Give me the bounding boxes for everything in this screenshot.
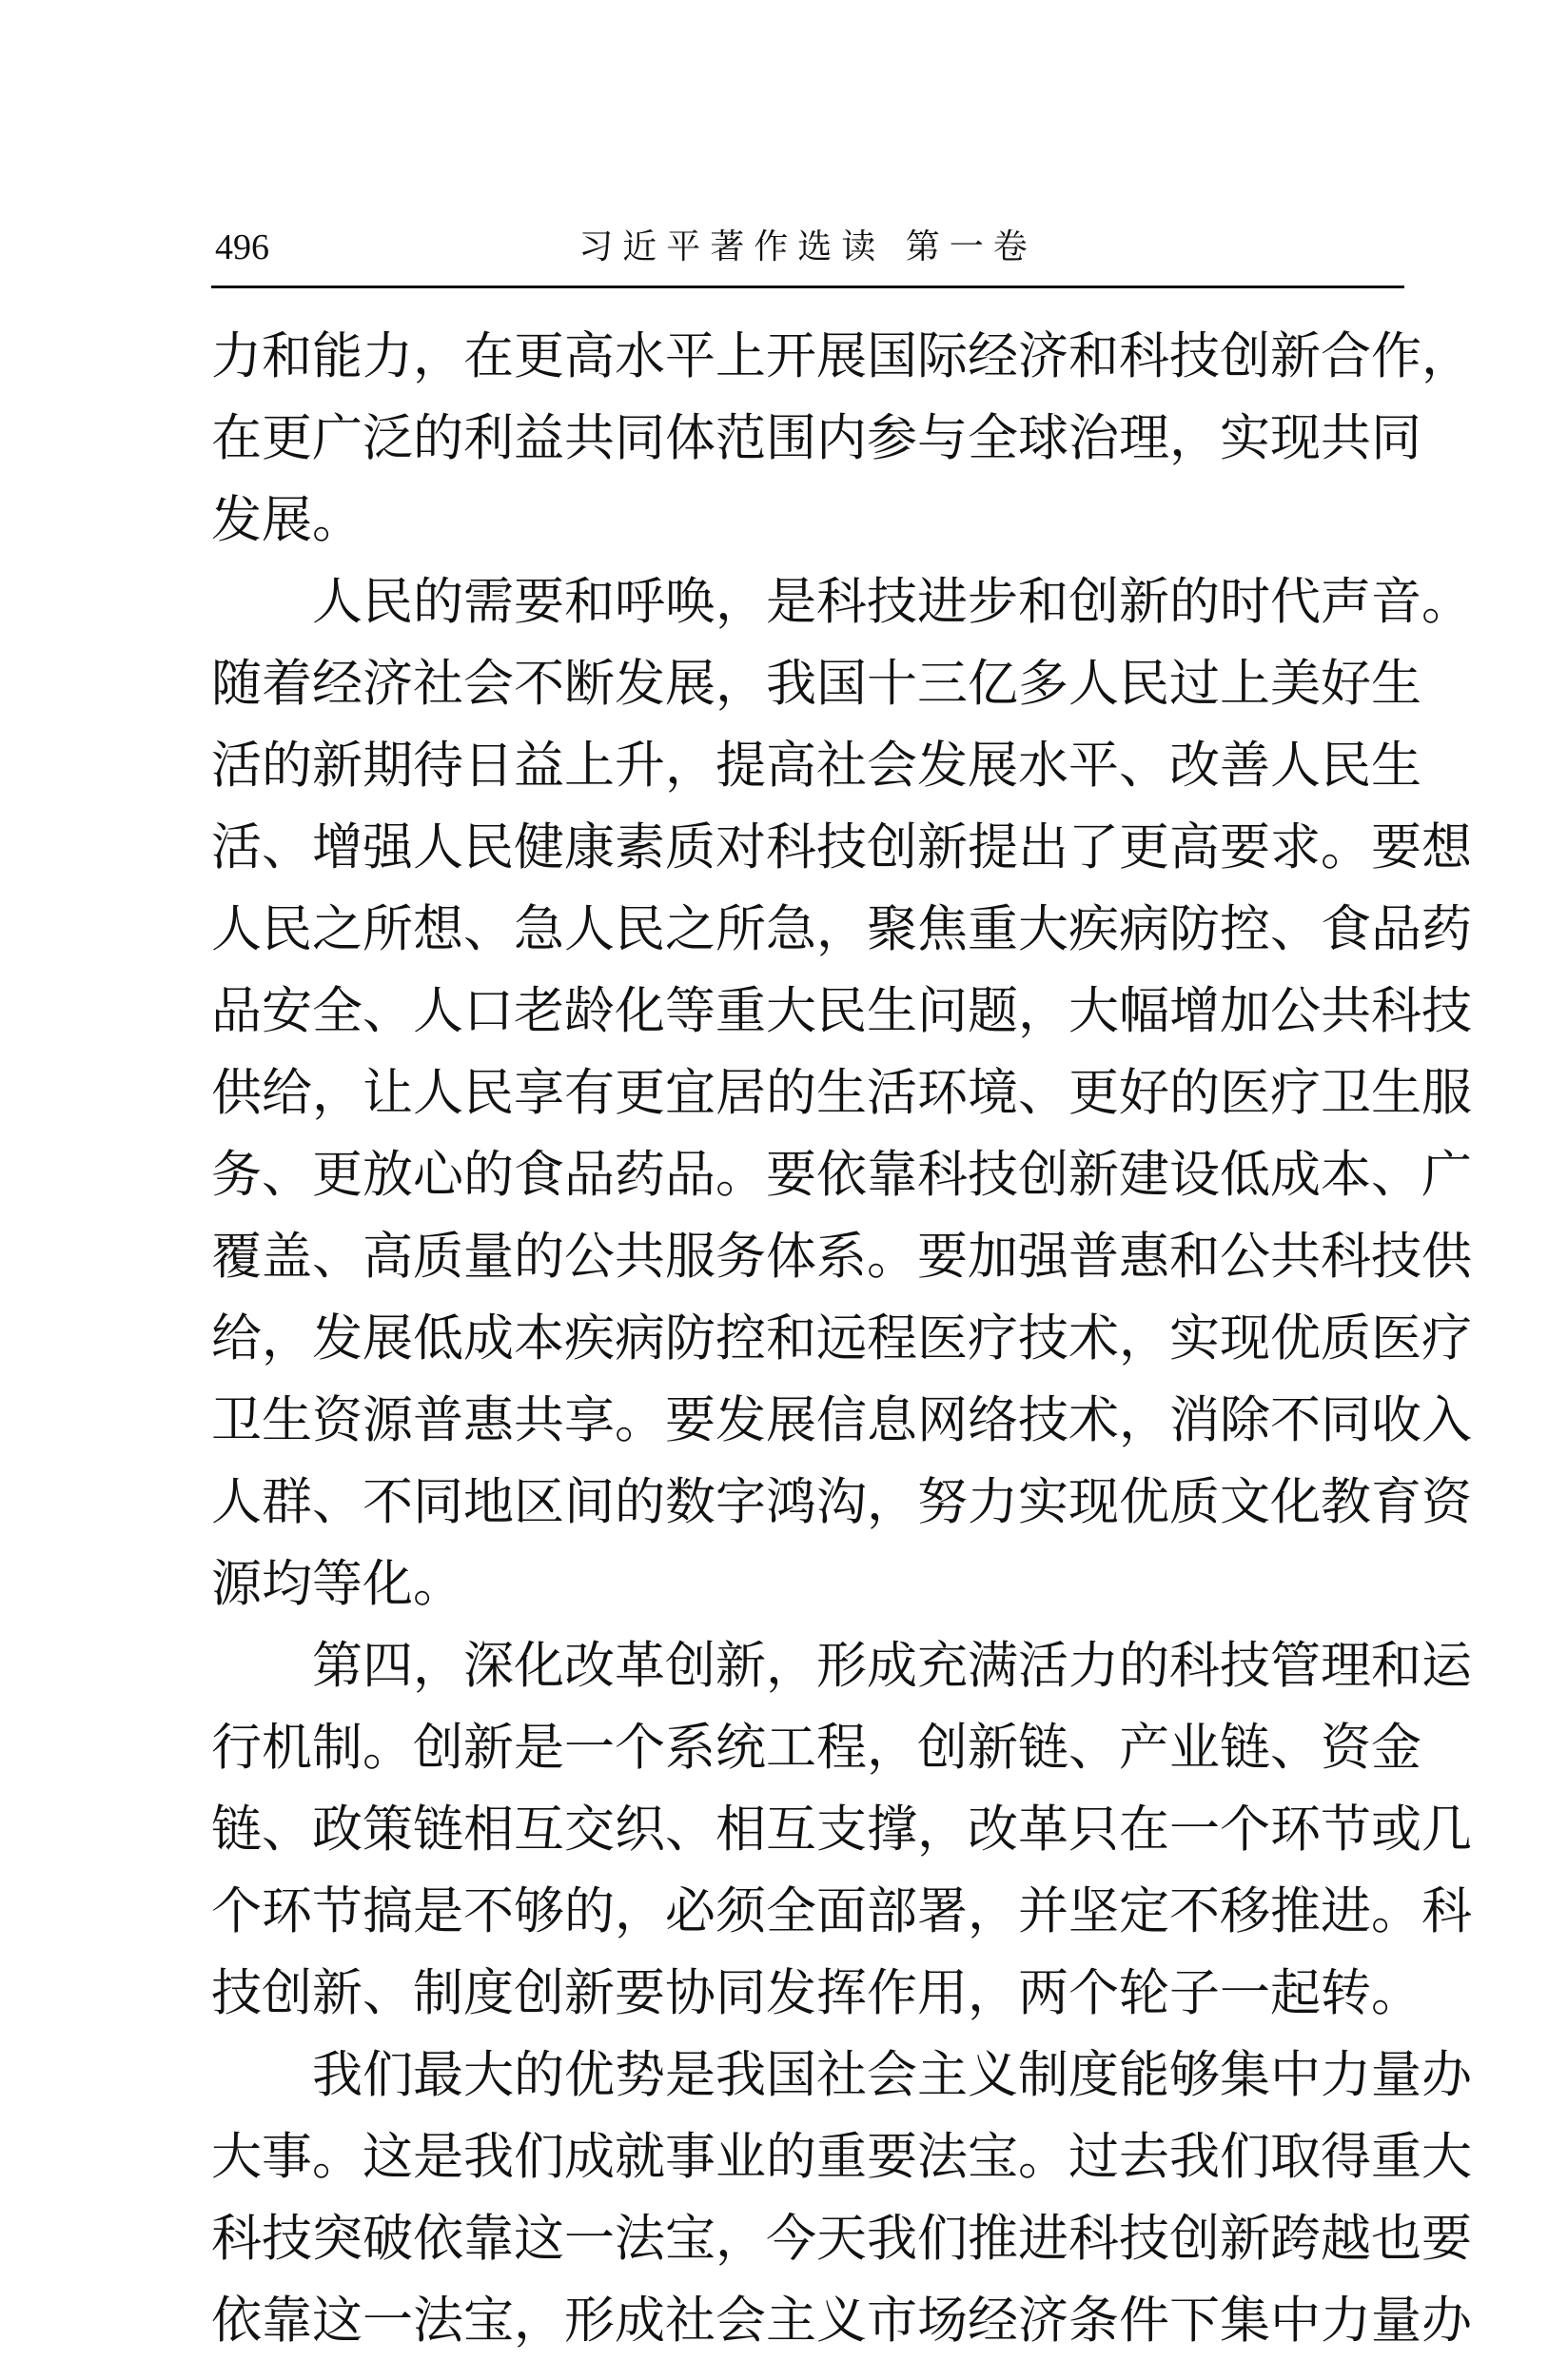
text-line: 供给，让人民享有更宜居的生活环境、更好的医疗卫生服 xyxy=(211,1064,1472,1122)
page-header xyxy=(211,217,1404,288)
page-number: 496 xyxy=(215,227,269,267)
text-line: 依靠这一法宝，形成社会主义市场经济条件下集中力量办 xyxy=(211,2292,1472,2350)
text-line: 我们最大的优势是我国社会主义制度能够集中力量办 xyxy=(312,2046,1472,2104)
text-line: 力和能力，在更高水平上开展国际经济和科技创新合作， xyxy=(211,327,1472,385)
text-line: 源均等化。 xyxy=(211,1555,463,1613)
text-line: 人民的需要和呼唤，是科技进步和创新的时代声音。 xyxy=(312,573,1472,631)
text-line: 随着经济社会不断发展，我国十三亿多人民过上美好生 xyxy=(211,655,1421,713)
text-line: 活的新期待日益上升，提高社会发展水平、改善人民生 xyxy=(211,737,1421,795)
text-line: 大事。这是我们成就事业的重要法宝。过去我们取得重大 xyxy=(211,2128,1472,2186)
text-line: 在更广泛的利益共同体范围内参与全球治理，实现共同 xyxy=(211,409,1421,467)
body-text xyxy=(211,316,1472,2362)
text-line: 链、政策链相互交织、相互支撑，改革只在一个环节或几 xyxy=(211,1801,1472,1859)
text-line: 给，发展低成本疾病防控和远程医疗技术，实现优质医疗 xyxy=(211,1309,1472,1368)
text-line: 个环节搞是不够的，必须全面部署，并坚定不移推进。科 xyxy=(211,1882,1472,1940)
text-line: 人群、不同地区间的数字鸿沟，努力实现优质文化教育资 xyxy=(211,1473,1472,1531)
text-line: 第四，深化改革创新，形成充满活力的科技管理和运 xyxy=(312,1637,1472,1695)
text-line: 发展。 xyxy=(211,491,363,549)
running-title: 习近平著作选读 第一卷 xyxy=(578,227,1037,266)
text-line: 务、更放心的食品药品。要依靠科技创新建设低成本、广 xyxy=(211,1146,1472,1204)
text-line: 品安全、人口老龄化等重大民生问题，大幅增加公共科技 xyxy=(211,982,1472,1040)
text-line: 卫生资源普惠共享。要发展信息网络技术，消除不同收入 xyxy=(211,1391,1472,1449)
text-line: 技创新、制度创新要协同发挥作用，两个轮子一起转。 xyxy=(211,1964,1421,2022)
text-line: 覆盖、高质量的公共服务体系。要加强普惠和公共科技供 xyxy=(211,1228,1472,1286)
text-line: 人民之所想、急人民之所急，聚焦重大疾病防控、食品药 xyxy=(211,900,1472,958)
text-line: 活、增强人民健康素质对科技创新提出了更高要求。要想 xyxy=(211,818,1472,876)
text-line: 行机制。创新是一个系统工程，创新链、产业链、资金 xyxy=(211,1719,1421,1777)
text-line: 科技突破依靠这一法宝，今天我们推进科技创新跨越也要 xyxy=(211,2210,1472,2268)
